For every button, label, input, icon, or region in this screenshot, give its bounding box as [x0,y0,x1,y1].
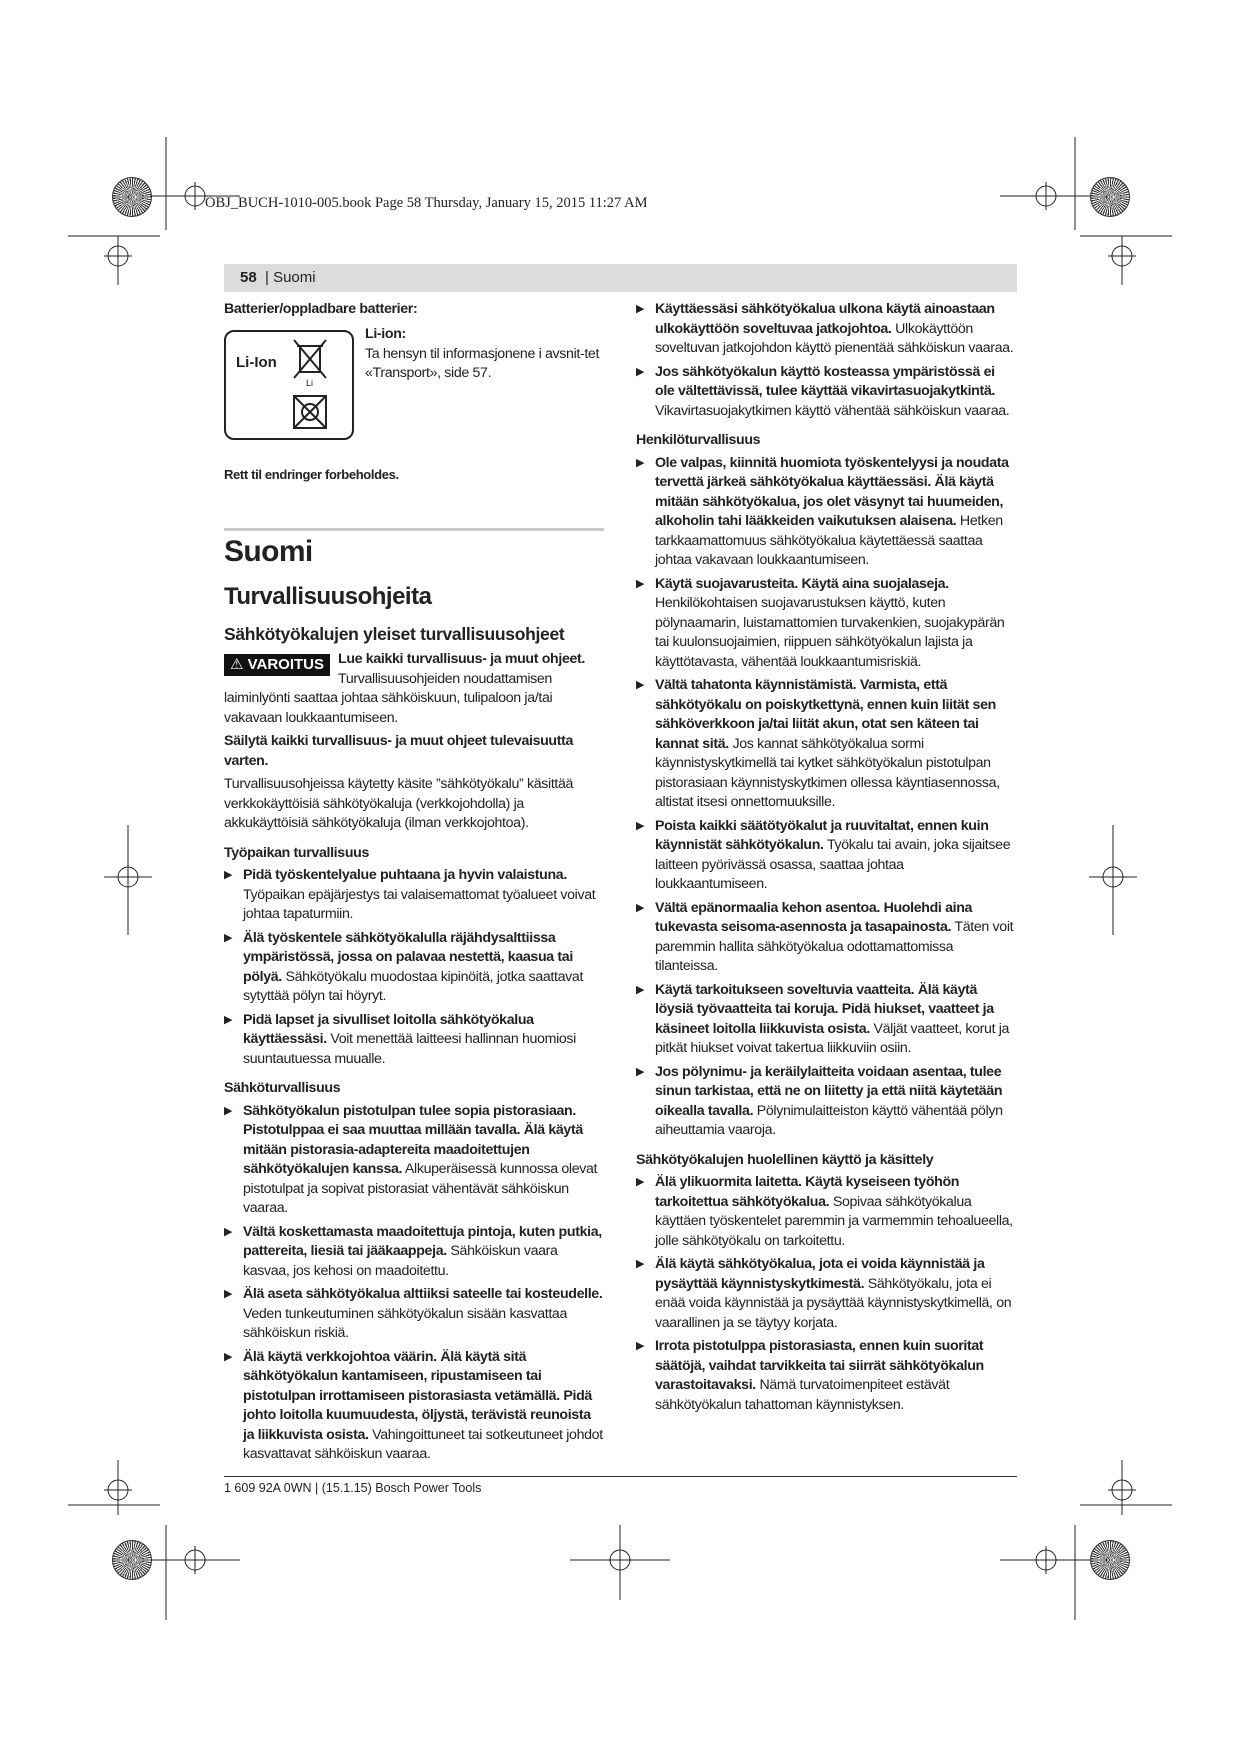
bullet-arrow-icon: ▶ [636,679,645,691]
footer-divider [224,1476,1017,1477]
page-footer: 1 609 92A 0WN | (15.1.15) Bosch Power Tools [224,1481,482,1495]
list-item: ▶ Vältä tahatonta käynnistämistä. Varmista, että sähkötyökalu on poiskytkettynä, ennen kuin liität sen sähköverkkoon ja/tai liität akun, otat sen käteen tai kannat sitä. Jos kannat sähkötyökalua sormi käynnistyskytkimellä tai kytket sähkötyökalun pistotulpan pistorasiaan käynnistyskytkimen ollessa käyntiasennossa, altistat itsesi onnettomuuksille. [636,677,1000,810]
bullet-arrow-icon: ▶ [636,1176,645,1188]
footer-code: 1 609 92A 0WN [224,1481,312,1495]
changes-reserved: Rett til endringer forbeholdes. [224,467,399,482]
bullet-arrow-icon: ▶ [636,901,645,914]
liion-note [365,325,600,384]
liion-text: Ta hensyn til informasjonene i avsnit-tet «Transport», side 57. [365,345,600,381]
battery-disposal-symbol [224,330,354,440]
personal-heading: Henkilöturvallisuus [636,432,761,448]
header-language: | Suomi [265,269,316,286]
list-item: ▶ Sähkötyökalun pistotulpan tulee sopia pistorasiaan. Pistotulppaa ei saa muuttaa millään tavalla. Älä käytä mitään pistorasia-adaptereita maadoitettujen sähkötyökalujen kanssa. Alkuperäisessä kunnossa olevat pistotulpat ja sopivat pistorasiat vähentävät sähköiskun vaaraa. [224,1102,598,1216]
bullet-arrow-icon: ▶ [636,456,645,469]
list-item: ▶ Älä aseta sähkötyökalua alttiiksi sateelle tai kosteudelle. Veden tunkeutuminen sähkötyökalun sisään kasvattaa sähköiskun riskiä. [224,1286,603,1341]
footer-brand: Bosch Power Tools [371,1481,482,1495]
term-paragraph: Turvallisuusohjeissa käytetty käsite ”sähkötyökalu” käsittää verkkokäyttöisiä sähkötyökaluja (verkkojohdolla) ja akkukäyttöisiä sähkötyökaluja (ilman verkkojohtoa). [224,776,574,831]
bullet-arrow-icon: ▶ [224,1104,233,1117]
bullet-arrow-icon: ▶ [636,819,645,832]
list-item: ▶ Käytä tarkoitukseen soveltuvia vaatteita. Älä käytä löysiä työvaatteita tai koruja. Pidä hiukset, vaatteet ja käsineet loitolla liikkuvista osista. Väljät vaatteet, korut ja pitkät hiukset voivat takertua liikkuviin osiin. [636,981,1010,1056]
bullet-arrow-icon: ▶ [224,1013,233,1026]
bullet-arrow-icon: ▶ [636,1065,645,1078]
warning-paragraph [224,650,604,728]
page-number: 58 [240,269,257,286]
list-item: ▶ Poista kaikki säätötyökalut ja ruuvitaltat, ennen kuin käynnistät sähkötyökalun. Työkalu tai avain, joka sijaitsee laitteen pyörivässä osassa, saattaa johtaa loukkaantumiseen. [636,817,1011,892]
bullet-arrow-icon: ▶ [224,1225,233,1238]
right-column [636,300,1016,1419]
warning-badge: ⚠ VAROITUS [224,654,330,676]
careful-heading: Sähkötyökalujen huolellinen käyttö ja käsittely [636,1151,934,1168]
general-heading: Sähkötyökalujen yleiset turvallisuusohjeet [224,624,565,644]
bullet-arrow-icon: ▶ [636,1258,645,1270]
bullet-arrow-icon: ▶ [636,1340,645,1352]
bullet-arrow-icon: ▶ [636,365,645,378]
electrical-heading: Sähköturvallisuus [224,1080,341,1096]
warning-bold: Lue kaikki turvallisuus- ja muut ohjeet. [338,651,585,667]
bullet-arrow-icon: ▶ [636,577,645,590]
list-item: ▶ Jos sähkötyökalun käyttö kosteassa ympäristössä ei ole vältettävissä, tulee käyttää vikavirtasuojakytkintä. Vikavirtasuojakytkimen käyttö vähentää sähköiskun vaaraa. [636,363,1010,419]
list-item: ▶ Älä työskentele sähkötyökalulla räjähdysalttiissa ympäristössä, jossa on palavaa nestettä, kaasua tai pölyä. Sähkötyökalu muodostaa kipinöitä, jotka saattavat sytyttää pölyn tai höyryt. [224,929,584,1004]
file-info: OBJ_BUCH-1010-005.book Page 58 Thursday, January 15, 2015 11:27 AM [205,195,648,211]
bullet-arrow-icon: ▶ [224,1350,233,1363]
section-title: Turvallisuusohjeita [224,583,432,610]
list-item: ▶ Ole valpas, kiinnitä huomiota työskentelyysi ja noudata tervettä järkeä sähkötyökalua käyttäessäsi. Älä käytä mitään sähkötyökalua, jos olet väsynyt tai huumeiden, alkoholin tahi lääkkeiden vaikutuksen alaisena. Hetken tarkkaamattomuus sähkötyökalua käytettäessä saattaa johtaa vakavaan loukkaantumiseen. [636,454,1009,568]
registration-rosette-icon [112,1540,152,1580]
list-item: ▶ Vältä koskettamasta maadoitettuja pintoja, kuten putkia, pattereita, liesiä tai jääkaappeja. Sähköiskun vaara kasvaa, jos kehosi on maadoitettu. [224,1223,602,1279]
workplace-list [224,866,604,1069]
workplace-heading: Työpaikan turvallisuus [224,844,369,861]
section-divider [224,528,604,531]
list-item: ▶ Jos pölynimu- ja keräilylaitteita voidaan asentaa, tulee sinun tarkistaa, että ne on liitetty ja että niitä käytetään oikealla tavalla. Pölynimulaitteiston käyttö vähentää pölyn aiheuttamia vaaroja. [636,1063,1003,1138]
electrical-list [224,1102,604,1465]
page-header [224,264,1017,292]
registration-rosette-icon [112,177,152,217]
list-item: ▶ Käytä suojavarusteita. Käytä aina suojalaseja. Henkilökohtaisen suojavarustuksen käyttö, kuten pölynaamarin, luistamattomien turvakenkien, suojakypärän tai kuulonsuojaimien, riippuen sähkötyökalun lajista ja käyttötavasta, vähentää loukkaantumisriskiä. [636,575,1005,670]
bullet-arrow-icon: ▶ [224,869,233,881]
liion-title: Li-ion: [365,326,406,342]
page-title: Suomi [224,535,313,568]
personal-list [636,454,1016,1141]
recycle-bin-icon [290,392,330,432]
list-item: ▶ Irrota pistotulppa pistorasiasta, ennen kuin suoritat säätöjä, vaihdat tarvikkeita tai siirrät sähkötyökalun varastoitavaksi. Nämä turvatoimenpiteet estävät sähkötyökalun tahattoman käynnistyksen. [636,1338,984,1413]
warning-text: Turvallisuusohjeiden noudattamisen laiminlyönti saattaa johtaa sähköiskuun, tulipaloon ja/tai vakavaan loukkaantumiseen. [224,670,553,726]
left-column [224,534,604,1469]
bullet-arrow-icon: ▶ [224,931,233,944]
battery-heading: Batterier/oppladbare batterier: [224,301,418,317]
liion-label: Li-Ion [236,354,277,371]
list-item: ▶ Älä käytä verkkojohtoa väärin. Älä käytä sitä sähkötyökalun kantamiseen, ripustamiseen tai pistotulpan irrottamiseen pistorasiasta vetämällä. Pidä johto loitolla kuumuudesta, öljystä, terävistä reunoista ja liikkuvista osista. Vahingoittuneet tai sotkeutuneet johdot kasvattavat sähköiskun vaaraa. [224,1348,603,1462]
footer-date: (15.1.15) [321,1481,372,1495]
crossed-bin-icon [290,338,330,382]
electrical-list-continued [636,300,1016,421]
careful-list [636,1173,1016,1415]
keep-instructions: Säilytä kaikki turvallisuus- ja muut ohjeet tulevaisuutta varten. [224,733,574,769]
registration-rosette-icon [1090,1540,1130,1580]
bullet-arrow-icon: ▶ [224,1288,233,1300]
registration-rosette-icon [1090,177,1130,217]
bullet-arrow-icon: ▶ [636,303,645,315]
list-item: ▶ Älä käytä sähkötyökalua, jota ei voida käynnistää ja pysäyttää käynnistyskytkimestä. Sähkötyökalu, jota ei enää voida käynnistää ja pysäyttää käynnistyskytkimellä, on vaarallinen ja se täytyy korjata. [636,1256,1012,1331]
list-item: ▶ Älä ylikuormita laitetta. Käytä kyseiseen työhön tarkoitettua sähkötyökalua. Sopivaa sähkötyökalua käyttäen työskentelet paremmin ja varmemmin tehoalueella, jolle sähkötyökalu on tarkoitettu. [636,1174,1013,1249]
list-item: ▶ Käyttäessäsi sähkötyökalua ulkona käytä ainoastaan ulkokäyttöön soveltuvaa jatkojohtoa. Ulkokäyttöön soveltuvan jatkojohdon käyttö pienentää sähköiskun vaaraa. [636,301,1014,356]
list-item: ▶ Vältä epänormaalia kehon asentoa. Huolehdi aina tukevasta seisoma-asennosta ja tasapainosta. Täten voit paremmin hallita sähkötyökalua odottamattomissa tilanteissa. [636,899,1014,974]
list-item: ▶ Pidä lapset ja sivulliset loitolla sähkötyökalua käyttäessäsi. Voit menettää laitteesi hallinnan huomiosi suuntautuessa muualle. [224,1011,576,1067]
bullet-arrow-icon: ▶ [636,983,645,996]
li-sublabel: Li [306,378,314,388]
list-item: ▶ Pidä työskentelyalue puhtaana ja hyvin valaistuna. Työpaikan epäjärjestys tai valaisemattomat työalueet voivat johtaa tapaturmiin. [224,867,596,922]
